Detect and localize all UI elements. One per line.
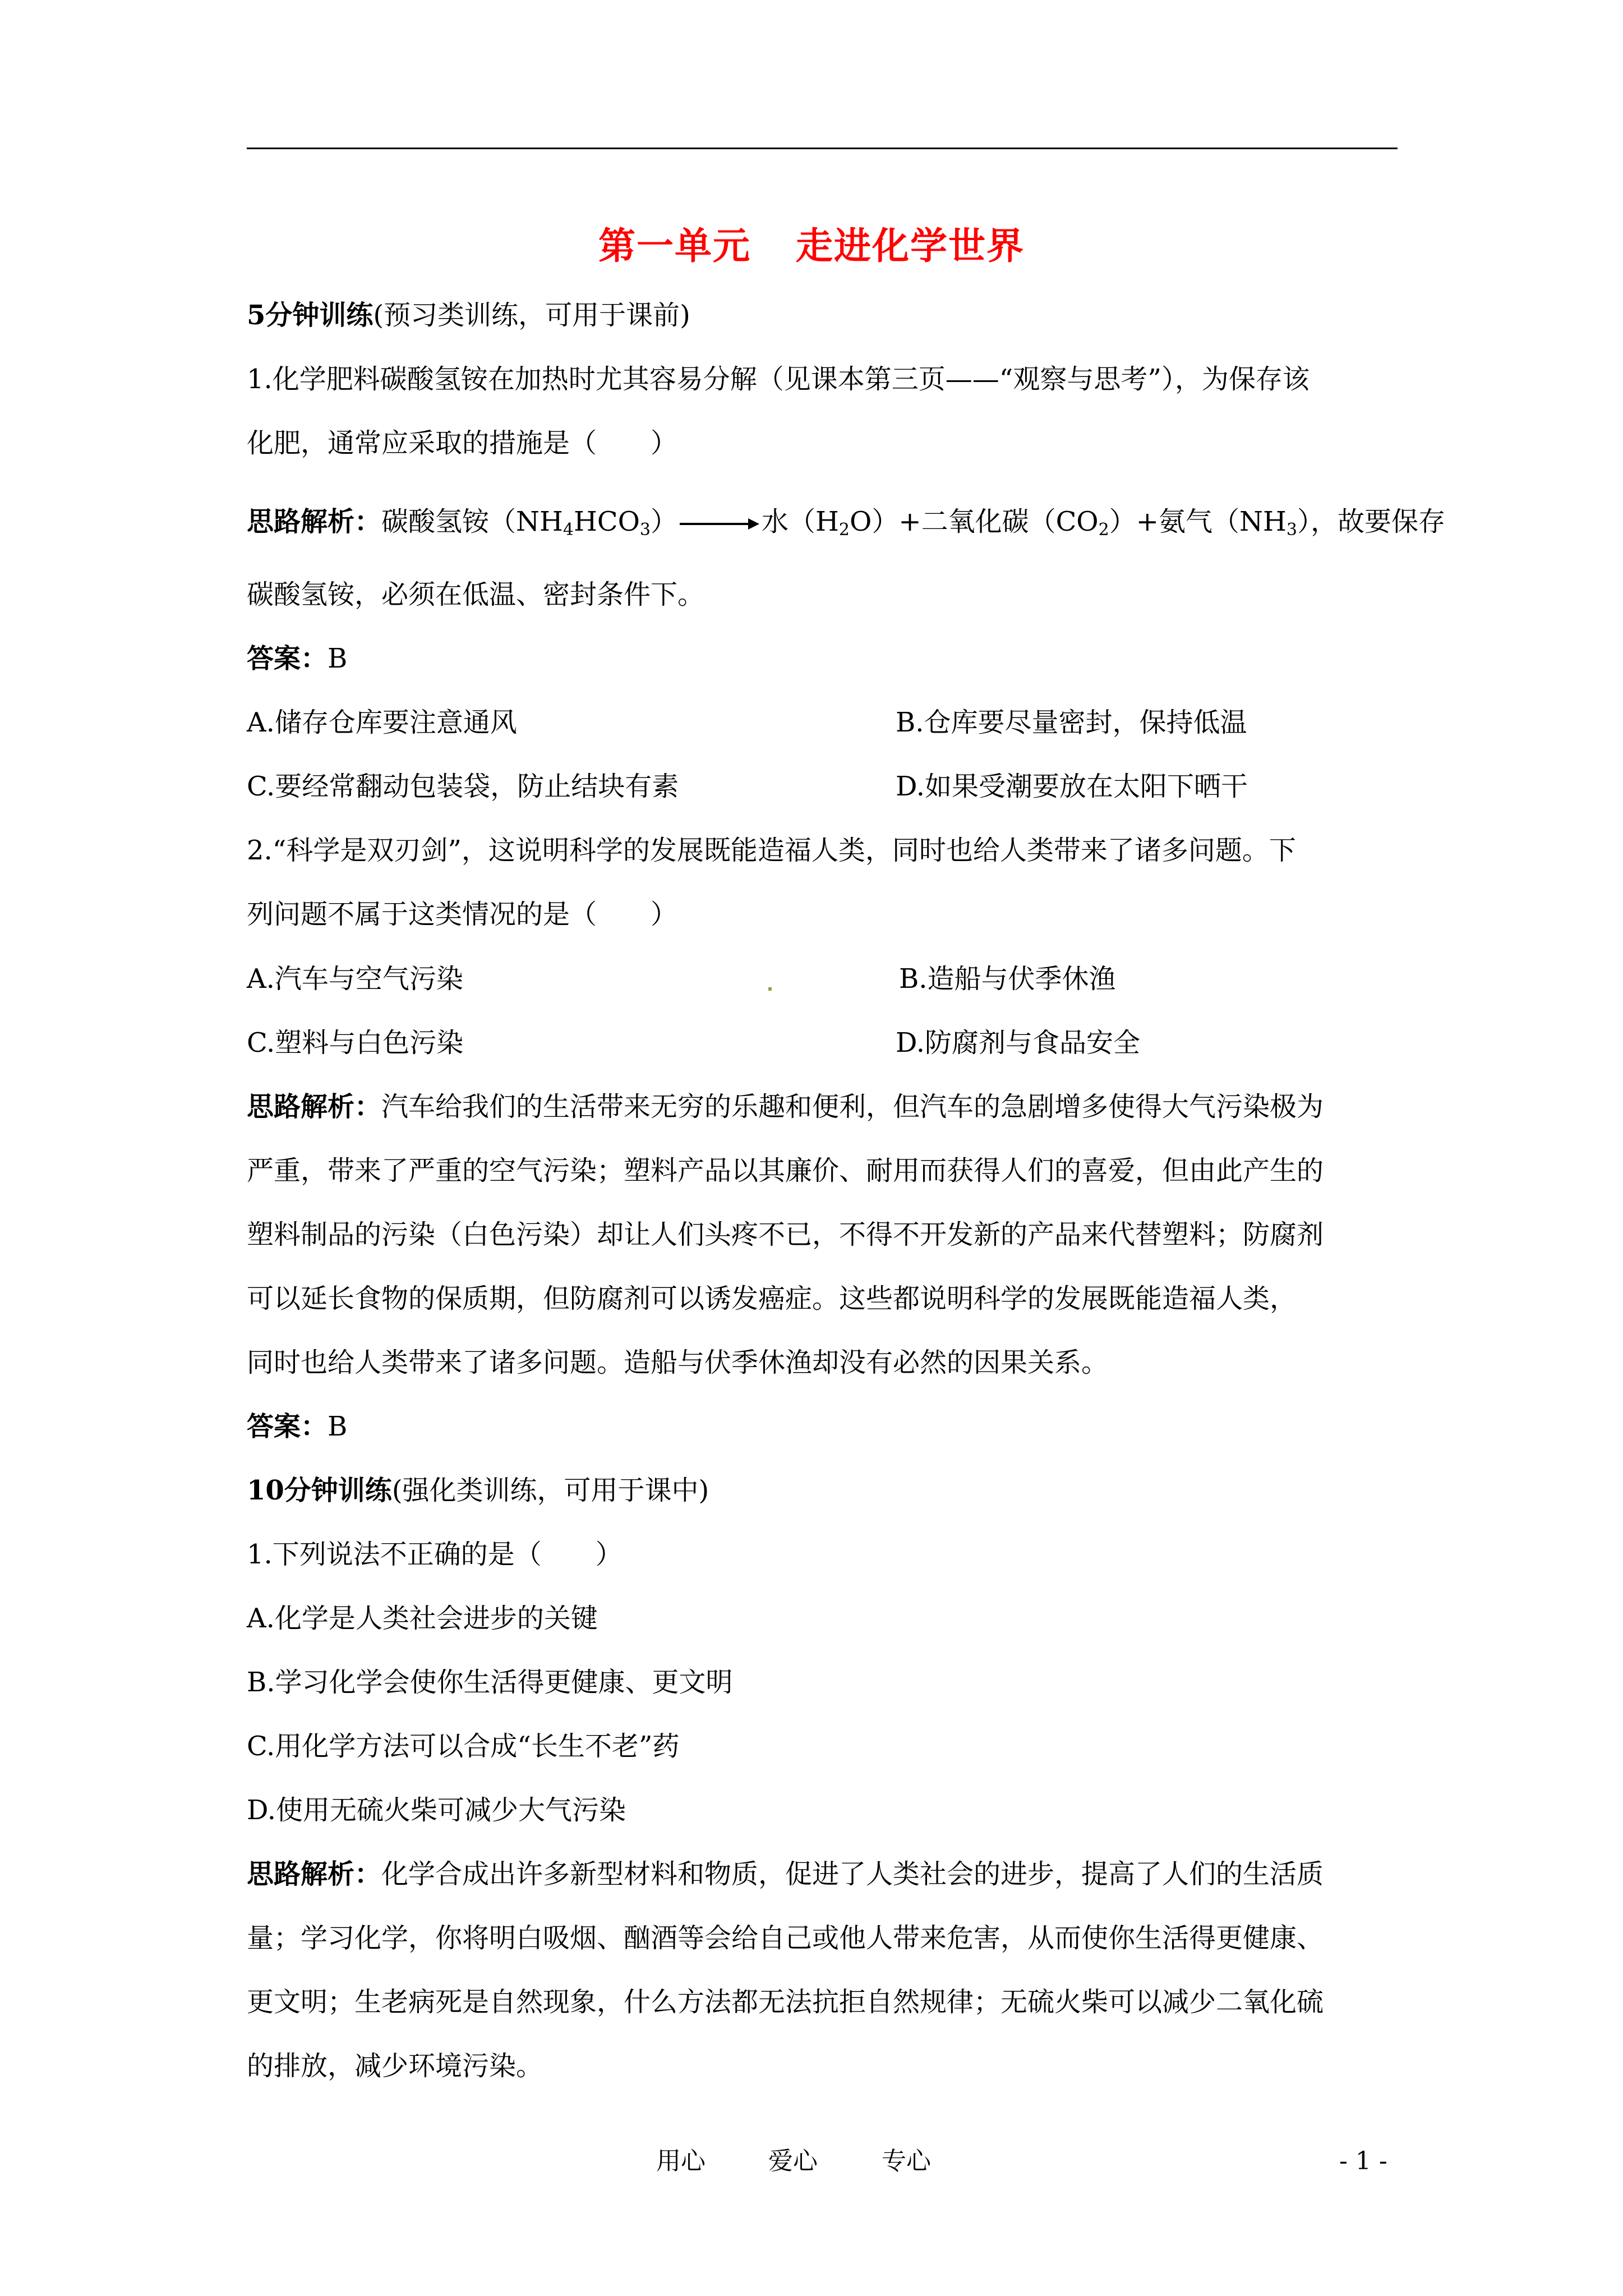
q3-option-d: D.使用无硫火柴可减少大气污染 [247,1795,626,1826]
section-heading-5min: 5分钟训练(预习类训练，可用于课前) [247,300,690,331]
q2-option-d: D.防腐剂与食品安全 [896,1027,1141,1059]
q3-analysis-line3: 更文明；生老病死是自然现象，什么方法都无法抗拒自然规律；无硫火柴可以减少二氧化硫 [247,1986,1324,2018]
footer-word-3: 专心 [882,2147,931,2175]
stray-dot [768,987,772,991]
q3-option-a: A.化学是人类社会进步的关键 [247,1603,598,1634]
q1-line2: 化肥，通常应采取的措施是（ ） [247,427,678,459]
q1-analysis-line2: 碳酸氢铵，必须在低温、密封条件下。 [247,579,705,610]
q2-analysis-line4: 可以延长食物的保质期，但防腐剂可以诱发癌症。这些都说明科学的发展既能造福人类， [247,1283,1297,1314]
page-number: - 1 - [1339,2147,1387,2175]
header-rule [247,148,1398,149]
q2-analysis-line5: 同时也给人类带来了诸多问题。造船与伏季休渔却没有必然的因果关系。 [247,1347,1109,1378]
q1-line1: 1.化学肥料碳酸氢铵在加热时尤其容易分解（见课本第三页——“观察与思考”），为保存该 [247,364,1310,395]
q3-analysis-line4: 的排放，减少环境污染。 [247,2050,543,2082]
reaction-arrow-icon [677,510,762,537]
footer-word-2: 爱心 [768,2147,818,2175]
q1-option-a: A.储存仓库要注意通风 [247,707,517,738]
title-unit: 第一单元 [598,224,751,268]
q3-analysis-line2: 量；学习化学，你将明白吸烟、酗酒等会给自己或他人带来危害，从而使你生活得更健康、 [247,1922,1324,1954]
q2-line1: 2.“科学是双刃剑”，这说明科学的发展既能造福人类，同时也给人类带来了诸多问题。下 [247,835,1296,866]
footer-word-1: 用心 [656,2147,706,2175]
title-topic: 走进化学世界 [796,224,1025,268]
q2-answer: 答案：B [247,1411,348,1442]
q3-line1: 1.下列说法不正确的是（ ） [247,1539,623,1570]
q3-option-b: B.学习化学会使你生活得更健康、更文明 [247,1667,733,1698]
q1-analysis-line1: 思路解析：碳酸氢铵$(NH_4HCO_3)$ 水$(H_2O)+$二氧化碳$(CO_2)+$氨气$(NH_3)$，故要保存 [247,506,1445,540]
q2-option-c: C.塑料与白色污染 [247,1027,464,1059]
page-title [0,216,1623,269]
q1-option-d: D.如果受潮要放在太阳下晒干 [896,771,1248,802]
q2-option-a: A.汽车与空气污染 [247,963,463,995]
q1-option-c: C.要经常翻动包装袋，防止结块有素 [247,771,679,802]
q2-analysis-line2: 严重，带来了严重的空气污染；塑料产品以其廉价、耐用而获得人们的喜爱，但由此产生的 [247,1155,1324,1186]
q3-option-c: C.用化学方法可以合成“长生不老”药 [247,1731,680,1762]
q1-answer: 答案：B [247,643,348,674]
q3-analysis-line1: 思路解析：化学合成出许多新型材料和物质，促进了人类社会的进步，提高了人们的生活质 [247,1858,1324,1890]
q2-line2: 列问题不属于这类情况的是（ ） [247,899,678,930]
section-heading-10min: 10分钟训练(强化类训练，可用于课中) [247,1475,709,1506]
q2-analysis-line3: 塑料制品的污染（白色污染）却让人们头疼不已，不得不开发新的产品来代替塑料；防腐剂 [247,1219,1324,1250]
q2-analysis-line1: 思路解析：汽车给我们的生活带来无穷的乐趣和便利，但汽车的急剧增多使得大气污染极为 [247,1091,1324,1122]
q1-option-b: B.仓库要尽量密封，保持低温 [896,707,1247,738]
q2-option-b: B.造船与伏季休渔 [899,963,1116,995]
